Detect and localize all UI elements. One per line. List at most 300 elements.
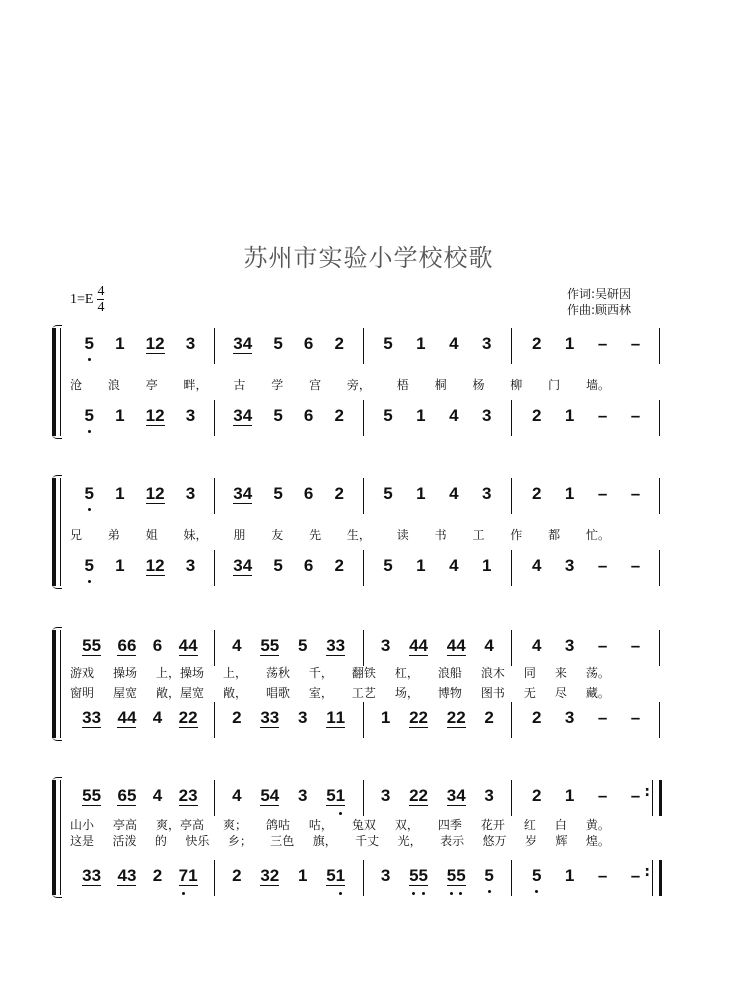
lyric-word: 杠， — [394, 666, 419, 680]
note — [82, 708, 101, 728]
credits — [567, 286, 631, 318]
lyric-word: 光， — [397, 834, 422, 848]
note — [484, 786, 493, 806]
lyric-word: 门 — [548, 378, 561, 392]
lyric-line — [70, 664, 610, 681]
note — [565, 866, 574, 886]
note-digit: 2 — [334, 334, 344, 353]
lyric-word: 工 — [472, 528, 485, 542]
lyric-word: 兄 — [70, 528, 83, 542]
note — [409, 708, 428, 728]
barline — [659, 328, 660, 364]
score-system — [52, 478, 662, 586]
lyric-word: 唱歌 — [265, 686, 290, 700]
note — [115, 556, 124, 576]
note — [598, 556, 607, 576]
note — [631, 786, 640, 806]
barline — [659, 478, 660, 514]
lyric-word: 双， — [394, 818, 419, 832]
lyric-word: 浪木 — [480, 666, 505, 680]
note-digit: 2 — [418, 786, 428, 805]
lyric-word: 博物 — [437, 686, 462, 700]
note — [260, 636, 279, 656]
note — [631, 406, 640, 426]
system-line — [60, 328, 61, 436]
note-digit: – — [597, 636, 608, 655]
lyric-word: 鸽咕 — [265, 818, 290, 832]
note-digit: 5 — [383, 484, 393, 503]
note-digit: 5 — [273, 406, 283, 425]
note — [260, 786, 279, 806]
note-digit: 2 — [456, 708, 466, 727]
note-digit: 3 — [297, 786, 308, 805]
note-digit: 4 — [531, 556, 542, 575]
note — [484, 708, 493, 728]
measure — [66, 702, 215, 738]
lyric-word: 爽； — [222, 818, 247, 832]
note-digit: 4 — [409, 636, 419, 655]
lyric-word: 先 — [309, 528, 322, 542]
barline — [659, 702, 660, 738]
note-digit: 4 — [449, 334, 459, 353]
note-digit: – — [597, 484, 608, 503]
lyric-word: 宫 — [309, 378, 322, 392]
lyric-word: 图书 — [480, 686, 505, 700]
lyric-word: 来 — [554, 666, 567, 680]
measure — [66, 400, 215, 436]
note-digit: 6 — [303, 334, 314, 353]
measure — [66, 550, 215, 586]
note-digit: 1 — [326, 708, 336, 727]
note — [631, 636, 640, 656]
note-digit: 5 — [260, 636, 270, 655]
note — [532, 406, 541, 426]
measure — [215, 630, 364, 666]
note-digit: 3 — [482, 484, 492, 503]
note-digit: 5 — [273, 484, 283, 503]
note-digit: – — [597, 556, 608, 575]
note-digit: 4 — [242, 406, 253, 425]
note-digit: 4 — [456, 786, 466, 805]
lower-staff — [66, 860, 660, 896]
upper-staff — [66, 478, 660, 514]
note — [565, 708, 574, 728]
key-label: 1=E — [70, 291, 94, 307]
note-digit: 1 — [336, 786, 345, 805]
note-digit: 5 — [484, 866, 493, 886]
note-digit: 5 — [532, 866, 541, 886]
low-octave-dot — [88, 358, 91, 361]
lyric-word: 弟 — [107, 528, 120, 542]
note — [631, 708, 640, 728]
lyric-word: 敞，屋宽 — [155, 686, 204, 700]
note-digit: 2 — [418, 708, 428, 727]
note-digit: 3 — [482, 406, 492, 425]
lyric-word: 旁， — [346, 378, 371, 392]
system-line — [60, 780, 61, 895]
note — [179, 786, 198, 806]
lyric-word: 上， — [222, 666, 247, 680]
note — [153, 708, 162, 728]
lyric-word: 工艺 — [351, 686, 376, 700]
note-digit: 1 — [115, 484, 125, 503]
upper-staff — [66, 780, 660, 816]
lyric-word: 岁 — [524, 834, 537, 848]
note-digit: 3 — [185, 406, 196, 425]
note-digit: 5 — [82, 636, 92, 655]
lyric-word: 红 — [523, 818, 536, 832]
note — [334, 406, 343, 426]
time-top: 4 — [97, 284, 105, 299]
note — [482, 556, 491, 576]
note-digit: 4 — [269, 786, 280, 805]
measure — [215, 328, 364, 364]
note — [383, 406, 392, 426]
note — [482, 484, 491, 504]
measure — [512, 478, 660, 514]
note-digit: 3 — [185, 484, 196, 503]
note — [117, 636, 136, 656]
note-digit: 6 — [303, 484, 314, 503]
note — [85, 334, 94, 354]
note — [186, 484, 195, 504]
lyric-word: 咕， — [308, 818, 333, 832]
lyric-word: 杨 — [472, 378, 485, 392]
note — [381, 786, 390, 806]
note-digit: 4 — [126, 708, 137, 727]
note — [153, 866, 162, 886]
time-signature — [97, 284, 104, 315]
note-digit: 4 — [242, 334, 253, 353]
lyric-word: 同 — [523, 666, 536, 680]
lyric-word: 藏。 — [585, 686, 610, 700]
note-digit: – — [597, 406, 608, 425]
note-digit: 5 — [260, 786, 270, 805]
note-digit: 2 — [178, 786, 189, 805]
lyric-word: 友 — [271, 528, 284, 542]
note — [115, 334, 124, 354]
note — [326, 786, 345, 806]
score-system — [52, 780, 662, 895]
note-digit: 1 — [115, 334, 125, 353]
lyric-word: 畔， — [183, 378, 208, 392]
measure — [512, 860, 660, 896]
low-octave-dot — [339, 812, 342, 815]
lyric-word: 爽，亭高 — [155, 818, 204, 832]
note — [409, 786, 428, 806]
note-digit: 2 — [446, 708, 457, 727]
note — [598, 708, 607, 728]
note-digit: 4 — [242, 556, 253, 575]
note-digit: 3 — [260, 708, 270, 727]
note — [565, 406, 574, 426]
note-digit: 3 — [233, 406, 243, 425]
lyric-word: 亭 — [145, 378, 158, 392]
note-digit: – — [630, 406, 641, 425]
lyric-word: 上，操场 — [155, 666, 204, 680]
measure — [215, 550, 364, 586]
lyric-word: 操场 — [112, 666, 137, 680]
note-digit: 4 — [418, 636, 428, 655]
lyric-word: 游戏 — [70, 666, 95, 680]
note — [532, 334, 541, 354]
note — [381, 866, 390, 886]
note — [326, 708, 345, 728]
note-digit: 6 — [126, 636, 137, 655]
measure — [364, 702, 513, 738]
low-octave-dot — [182, 892, 185, 895]
note-digit: 3 — [269, 708, 280, 727]
note — [449, 406, 458, 426]
lyric-word: 都 — [548, 528, 561, 542]
note — [232, 786, 241, 806]
low-octave-dot — [535, 890, 538, 893]
note-digit: 1 — [482, 556, 492, 575]
note — [565, 484, 574, 504]
note-digit: 2 — [188, 708, 198, 727]
upper-staff — [66, 630, 660, 666]
note-digit: 4 — [188, 636, 198, 655]
note-digit: 1 — [115, 406, 125, 425]
note — [233, 406, 252, 426]
lyricist: 作词:吴研因 — [567, 287, 632, 301]
lyric-word: 屋宽 — [112, 686, 137, 700]
lyric-word: 翻铁 — [351, 666, 376, 680]
note-digit: 4 — [449, 484, 459, 503]
lyric-word: 读 — [396, 528, 409, 542]
measure — [215, 702, 364, 738]
lyric-word: 亭高 — [112, 818, 137, 832]
note-digit: – — [630, 556, 641, 575]
note — [631, 556, 640, 576]
note-digit: 3 — [91, 708, 102, 727]
note-digit: 6 — [152, 636, 163, 655]
note — [532, 556, 541, 576]
lyric-word: 活泼 — [112, 834, 137, 848]
repeat-dots: : — [644, 864, 650, 880]
note-digit: 3 — [564, 708, 575, 727]
note — [598, 866, 607, 886]
note — [565, 636, 574, 656]
note — [532, 866, 541, 886]
note-digit: 2 — [484, 708, 494, 727]
note-digit: 4 — [456, 636, 466, 655]
note-digit: 3 — [188, 786, 198, 805]
note — [260, 866, 279, 886]
lyric-word: 悠万 — [482, 834, 507, 848]
measure — [66, 630, 215, 666]
measure — [364, 550, 513, 586]
note — [273, 556, 282, 576]
note — [565, 556, 574, 576]
lyric-word: 窗明 — [70, 686, 95, 700]
note-digit: 3 — [564, 636, 575, 655]
note-digit: 2 — [155, 556, 165, 575]
note-digit: – — [597, 786, 608, 805]
measure — [215, 860, 364, 896]
system-bracket — [52, 328, 56, 436]
note — [482, 406, 491, 426]
note-digit: 5 — [326, 866, 336, 885]
lyric-word: 三色 — [270, 834, 295, 848]
time-bottom: 4 — [97, 300, 105, 315]
note — [334, 334, 343, 354]
lyric-word: 沧 — [70, 378, 83, 392]
note-digit: 3 — [233, 484, 243, 503]
note — [298, 786, 307, 806]
note-digit: 4 — [232, 636, 242, 655]
note-digit: 5 — [269, 636, 280, 655]
lyric-word: 忙。 — [585, 528, 610, 542]
note — [383, 556, 392, 576]
lyric-word: 生， — [346, 528, 371, 542]
lyric-word: 尽 — [554, 686, 567, 700]
note-digit: 3 — [482, 334, 492, 353]
note-digit: 4 — [531, 636, 542, 655]
lyric-word: 柳 — [510, 378, 523, 392]
note-digit: 3 — [233, 334, 243, 353]
note-digit: 5 — [456, 866, 465, 885]
note — [447, 708, 466, 728]
measure — [364, 630, 513, 666]
note-digit: 2 — [334, 556, 344, 575]
score-system — [52, 630, 662, 738]
note-digit: 4 — [152, 786, 163, 805]
note-digit: 4 — [152, 708, 163, 727]
note-digit: 5 — [82, 786, 92, 805]
note — [631, 334, 640, 354]
lyric-word: 桐 — [434, 378, 447, 392]
note-digit: 1 — [145, 406, 156, 425]
note-digit: 5 — [85, 406, 94, 426]
note — [179, 636, 198, 656]
note — [631, 484, 640, 504]
note — [233, 334, 252, 354]
measure — [215, 780, 364, 816]
lyric-word: 兔双 — [351, 818, 376, 832]
lyric-word: 荡秋 — [265, 666, 290, 680]
lyric-word: 四季 — [437, 818, 462, 832]
lyric-word: 浪 — [107, 378, 120, 392]
note — [631, 866, 640, 886]
measure — [512, 550, 660, 586]
note-digit: 3 — [326, 636, 336, 655]
note — [115, 406, 124, 426]
note-digit: 4 — [449, 556, 459, 575]
note-digit: 3 — [185, 334, 196, 353]
note-digit: 2 — [155, 484, 165, 503]
note — [381, 636, 390, 656]
note — [383, 484, 392, 504]
note — [232, 866, 241, 886]
note-digit: 1 — [416, 484, 426, 503]
note — [416, 556, 425, 576]
note — [449, 484, 458, 504]
note-digit: 2 — [334, 406, 344, 425]
lyric-line — [70, 816, 610, 833]
system-bracket — [52, 630, 56, 738]
note — [598, 484, 607, 504]
note-digit: 6 — [303, 556, 314, 575]
lyric-word: 墙。 — [585, 378, 610, 392]
note-digit: – — [597, 708, 608, 727]
note — [482, 334, 491, 354]
lyric-word: 室， — [308, 686, 333, 700]
note-digit: 5 — [85, 334, 94, 354]
note — [85, 406, 94, 426]
low-octave-dot — [412, 892, 415, 895]
note-digit: 2 — [531, 334, 542, 353]
note-digit: 5 — [409, 866, 418, 885]
note — [146, 484, 165, 504]
note-digit: 4 — [117, 708, 127, 727]
note — [82, 866, 101, 886]
note-digit: 2 — [531, 708, 542, 727]
note-digit: 2 — [531, 406, 542, 425]
note — [304, 406, 313, 426]
note-digit: 5 — [447, 866, 456, 885]
measure — [66, 478, 215, 514]
note-digit: 4 — [242, 484, 253, 503]
lyric-word: 荡。 — [585, 666, 610, 680]
note-digit: 2 — [152, 866, 163, 885]
note — [273, 334, 282, 354]
note — [115, 484, 124, 504]
note — [416, 406, 425, 426]
note-digit: 1 — [564, 786, 575, 805]
system-bracket — [52, 780, 56, 895]
measure — [512, 780, 660, 816]
low-octave-dot — [422, 892, 425, 895]
note-digit: 5 — [91, 786, 102, 805]
note — [532, 786, 541, 806]
note-digit: 1 — [336, 866, 345, 885]
measure — [512, 630, 660, 666]
note-digit: 5 — [91, 636, 102, 655]
lyric-word: 妹， — [183, 528, 208, 542]
note — [232, 708, 241, 728]
note — [598, 334, 607, 354]
lyric-word: 书 — [434, 528, 447, 542]
note-digit: – — [630, 786, 641, 805]
note-digit: 5 — [326, 786, 336, 805]
note — [117, 708, 136, 728]
note — [449, 556, 458, 576]
note — [186, 406, 195, 426]
note-digit: 5 — [383, 334, 393, 353]
lyric-word: 敞， — [222, 686, 247, 700]
note — [117, 786, 136, 806]
note-digit: 1 — [564, 484, 575, 503]
measure — [215, 400, 364, 436]
lyric-word: 无 — [523, 686, 536, 700]
note-digit: 3 — [380, 866, 391, 885]
note — [82, 786, 101, 806]
lyric-word: 白 — [554, 818, 567, 832]
lyric-line — [70, 376, 610, 393]
barline — [659, 630, 660, 666]
note-digit: 7 — [179, 866, 188, 885]
note-digit: 2 — [269, 866, 280, 885]
lower-staff — [66, 550, 660, 586]
note-digit: 4 — [232, 786, 242, 805]
measure — [364, 328, 513, 364]
note-digit: 1 — [380, 708, 391, 727]
note-digit: 6 — [117, 636, 127, 655]
note-digit: 2 — [155, 406, 165, 425]
note — [409, 636, 428, 656]
song-title: 苏州市实验小学校校歌 — [243, 244, 494, 272]
